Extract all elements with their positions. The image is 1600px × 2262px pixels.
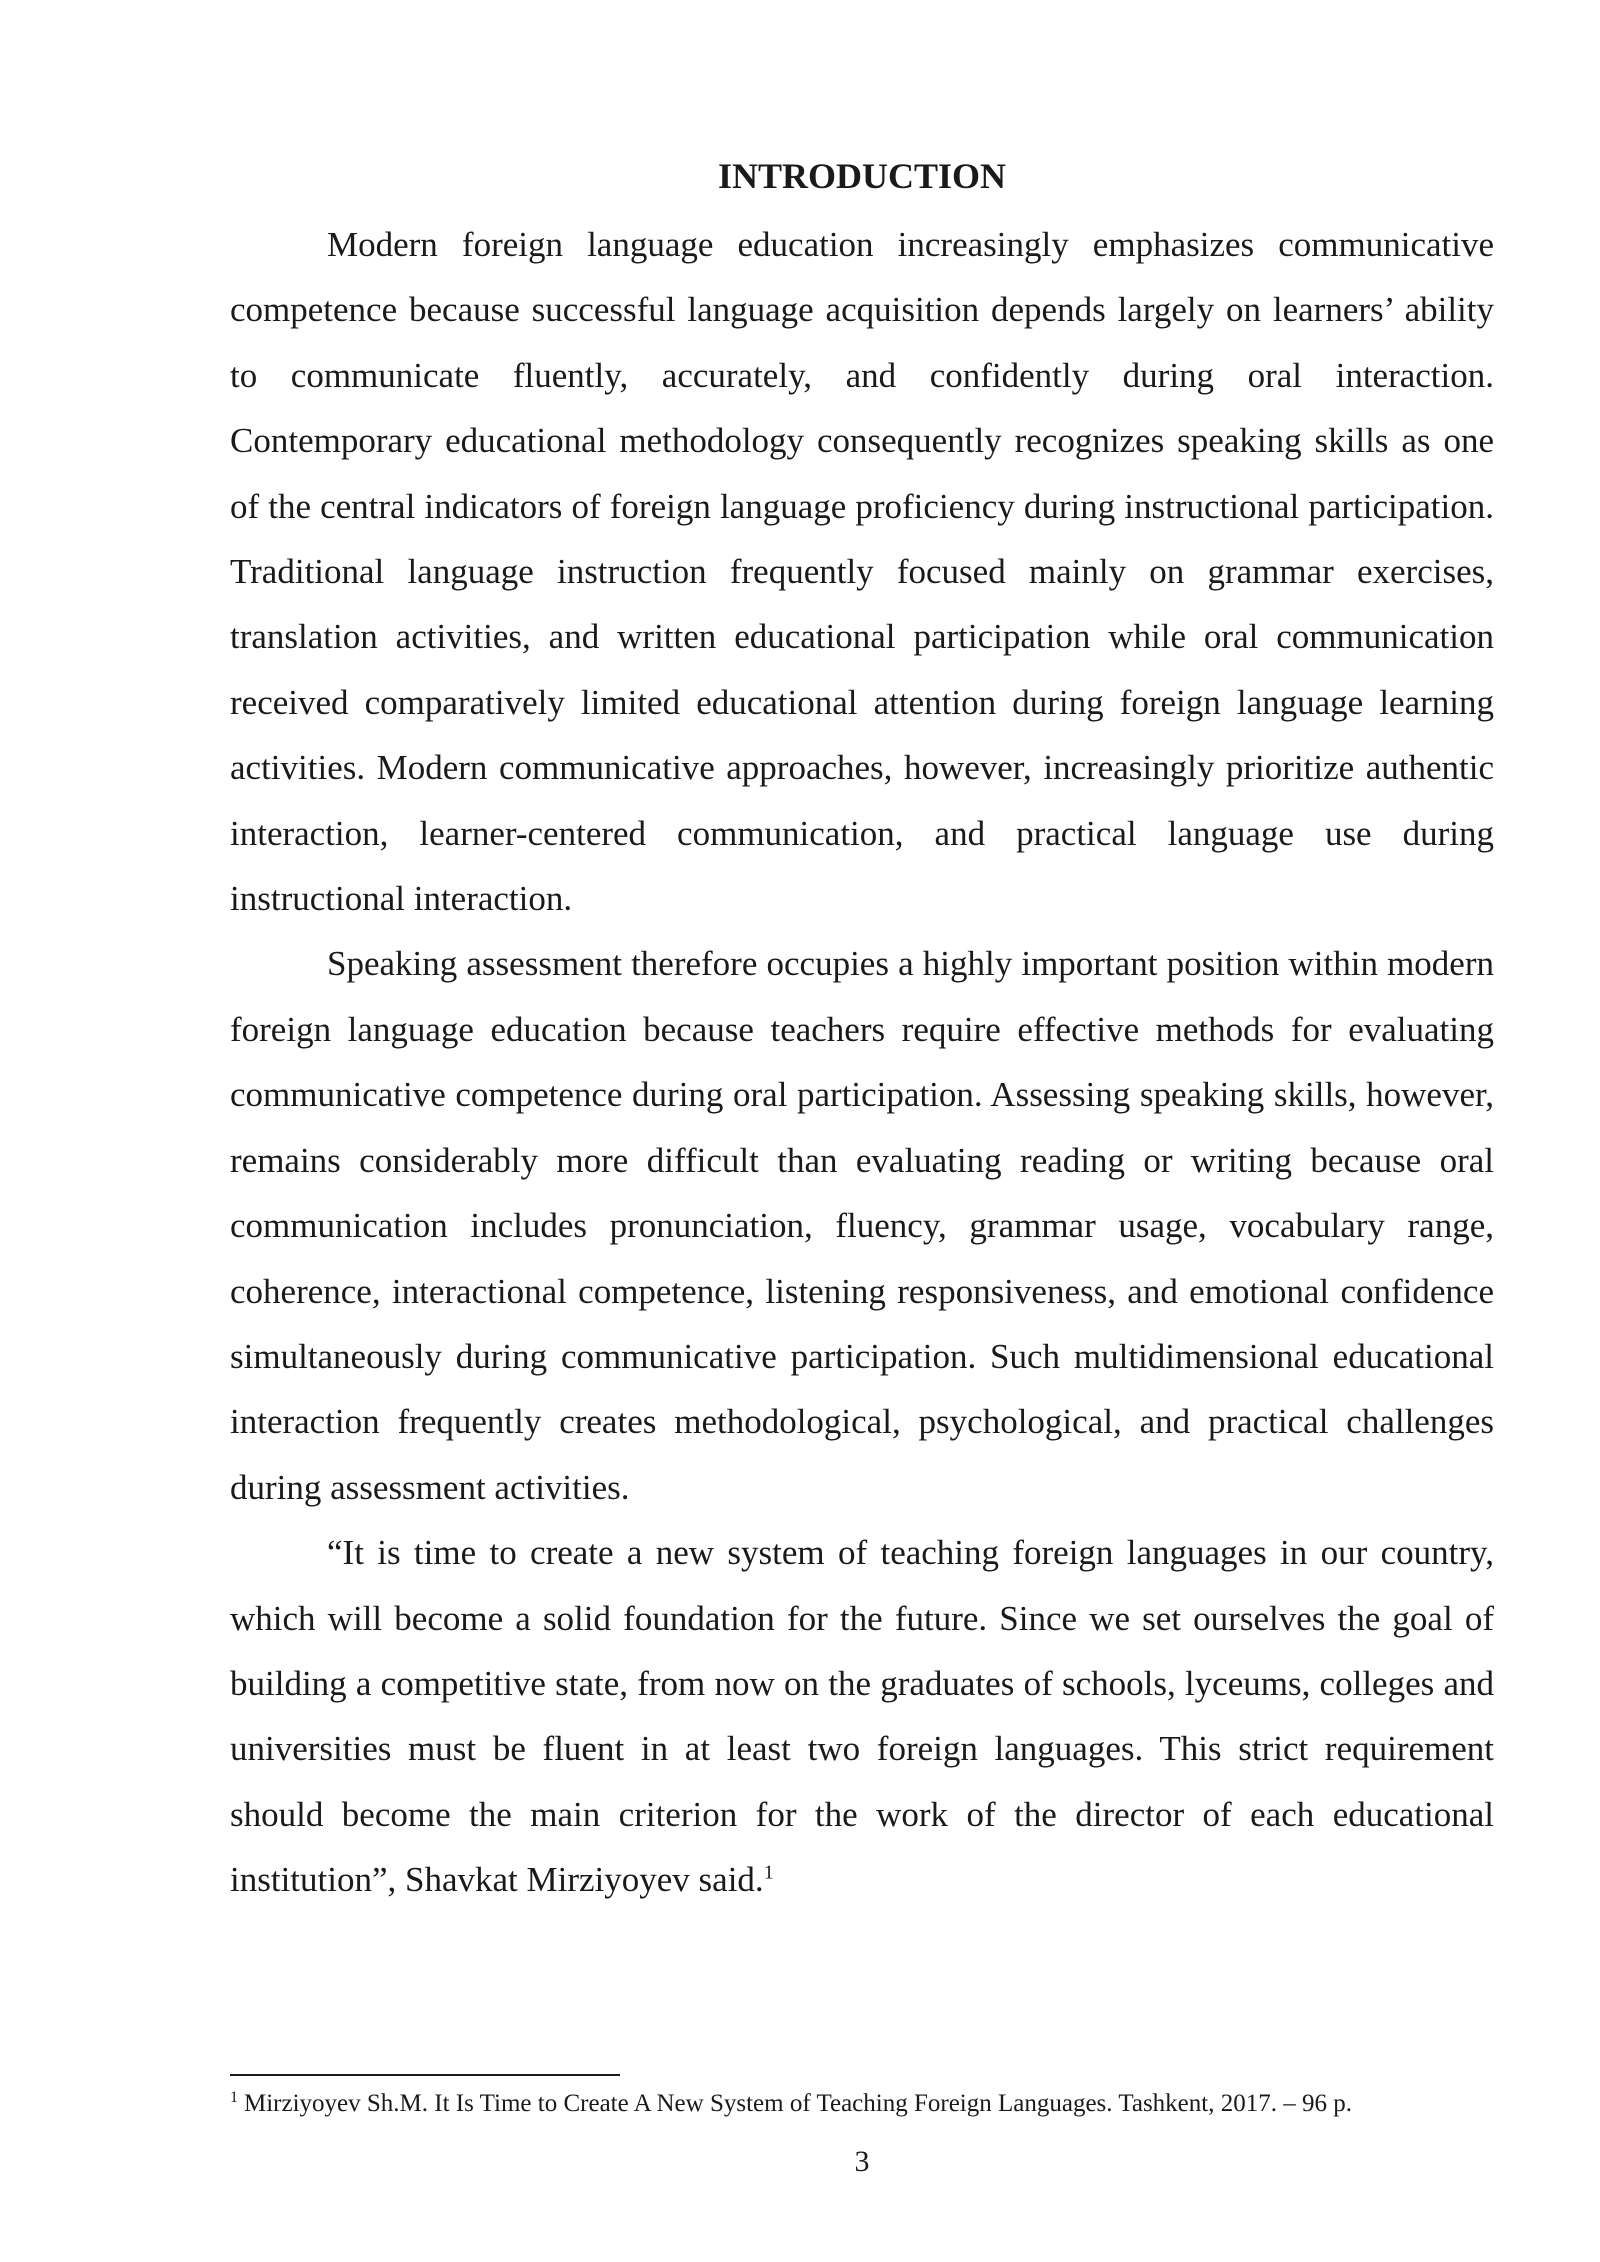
quote-text: “It is time to create a new system of teaching foreign languages in our country, which will become a solid foundation for the future. Since we set ourselves the goal of building a competitive state, from now on the graduates of schools, lyceums, colleges and universities must be fluent in at least two foreign languages. This strict requirement should become the main criterion for the work of the director of each educational institution”, Shavkat Mirziyoyev said.: [230, 1533, 1494, 1900]
page-heading: INTRODUCTION: [717, 156, 1007, 196]
footnote-divider: [230, 2074, 620, 2076]
footnote-reference: 1: [763, 1861, 774, 1884]
footnote: [230, 2086, 1494, 2122]
paragraph-1: Modern foreign language education increasingly emphasizes communicative competence because successful language acquisition depends largely on learners’ ability to communicate fluently, accurately, and confidently during oral interaction. Contemporary educational methodology consequently recognizes speaking skills as one of the central indicators of foreign language proficiency during instructional participation. Traditional language instruction frequently focused mainly on grammar exercises, translation activities, and written educational participation while oral communication received comparatively limited educational attention during foreign language learning activities. Modern communicative approaches, however, increasingly prioritize authentic interaction, learner-centered communication, and practical language use during instructional interaction.: [230, 225, 1494, 919]
page-number: 3: [854, 2145, 870, 2178]
page-body: [230, 148, 1494, 1913]
footnote-mark: 1: [230, 2088, 238, 2106]
paragraph-3-quote: [230, 1520, 1494, 1912]
paragraph-2: Speaking assessment therefore occupies a highly important position within modern foreign language education because teachers require effective methods for evaluating communicative competence during oral participation. Assessing speaking skills, however, remains considerably more difficult than evaluating reading or writing because oral communication includes pronunciation, fluency, grammar usage, vocabulary range, coherence, interactional competence, listening responsiveness, and emotional confidence simultaneously during communicative participation. Such multidimensional educational interaction frequently creates methodological, psychological, and practical challenges during assessment activities.: [230, 944, 1494, 1507]
footnote-text: Mirziyoyev Sh.M. It Is Time to Create A New System of Teaching Foreign Languages. Tashkent, 2017. – 96 p.: [244, 2090, 1352, 2117]
